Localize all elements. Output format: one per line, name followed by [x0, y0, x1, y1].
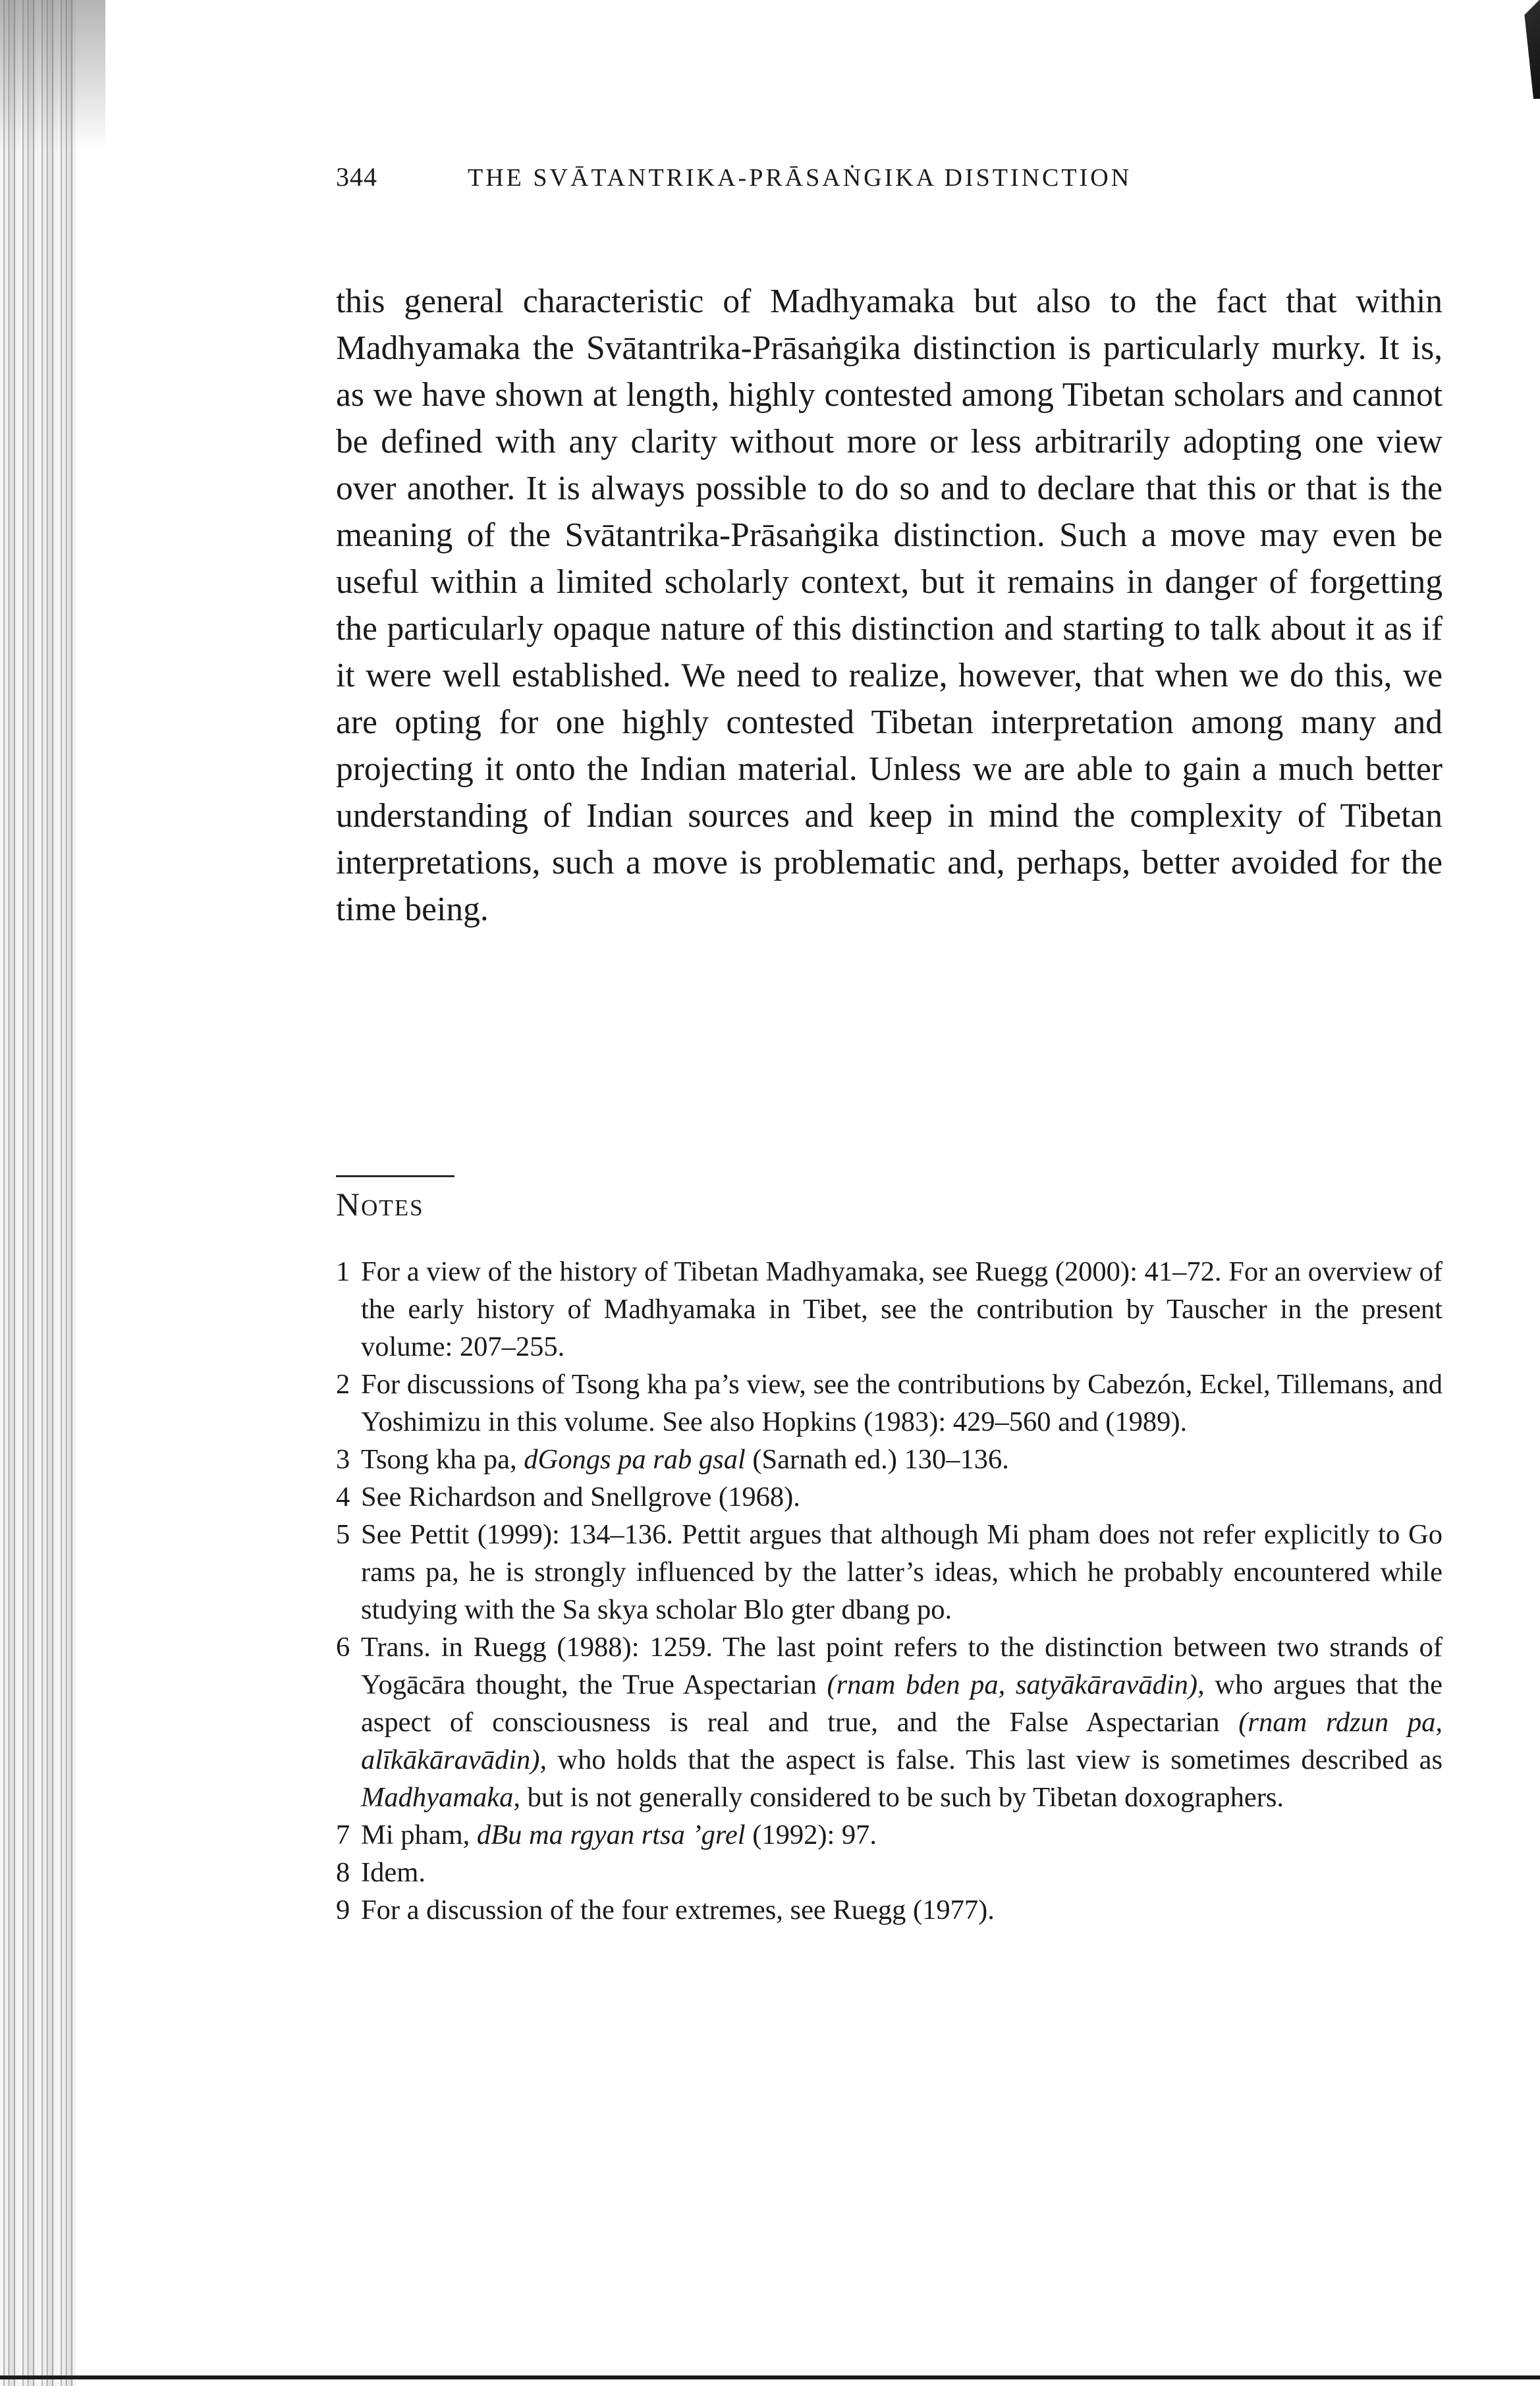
note-item	[336, 1366, 1443, 1441]
note-text-part: Tsong kha pa,	[361, 1444, 524, 1475]
book-spine-shadow	[0, 0, 76, 2386]
note-italic-term: (rnam bden pa, satyākāravādin),	[827, 1669, 1205, 1700]
note-italic-term: Madhyamaka,	[361, 1782, 520, 1813]
note-italic-title: dGongs pa rab gsal	[524, 1444, 746, 1475]
note-text: See Pettit (1999): 134–136. Pettit argues that although Mi pham does not refer explicitly to Go rams pa, he is strongly influenced by the latter’s ideas, which he probably encountered while studying with the Sa skya scholar Blo gter dbang po.	[361, 1519, 1443, 1625]
note-item	[336, 1253, 1443, 1366]
note-number: 8	[336, 1857, 350, 1888]
note-item	[336, 1478, 1443, 1516]
note-item	[336, 1441, 1443, 1478]
note-text: For a view of the history of Tibetan Madhyamaka, see Ruegg (2000): 41–72. For an overview of the early history of Madhyamaka in Tibet, see the contribution by Tauscher in the present volume: 207–255.	[361, 1256, 1443, 1362]
note-number: 3	[336, 1444, 350, 1475]
running-head	[336, 161, 1443, 214]
note-text-part: (1992): 97.	[745, 1819, 877, 1850]
note-text: For discussions of Tsong kha pa’s view, see the contributions by Cabezón, Eckel, Tillemans, and Yoshimizu in this volume. See also Hopkins (1983): 429–560 and (1989).	[361, 1369, 1443, 1437]
note-text-part: Trans. in Ruegg (1988): 1259. The last point refers to the distinction between two strands of Yogācāra thought, the True Aspectarian	[361, 1632, 1443, 1700]
note-number: 1	[336, 1256, 350, 1287]
running-title: THE SVĀTANTRIKA-PRĀSAṄGIKA DISTINCTION	[468, 164, 1132, 192]
note-text-part: who argues that the aspect of consciousness is real and true, and the False Aspectarian	[361, 1669, 1443, 1738]
note-item	[336, 1891, 1443, 1929]
book-page	[336, 161, 1443, 1929]
note-text	[361, 1816, 1443, 1854]
notes-divider	[336, 1175, 454, 1177]
note-text	[361, 1441, 1443, 1478]
note-number: 7	[336, 1819, 350, 1850]
body-paragraph: this general characteristic of Madhyamaka but also to the fact that within Madhyamaka the Svātantrika-Prāsaṅgika distinction is particularly murky. It is, as we have shown at length, highly contested among Tibetan scholars and cannot be defined with any clarity without more or less arbitrarily adopting one view over another. It is always possible to do so and to declare that this or that is the meaning of the Svātantrika-Prāsaṅgika distinction. Such a move may even be useful within a limited scholarly context, but it remains in danger of forgetting the particularly opaque nature of this distinction and starting to talk about it as if it were well established. We need to realize, however, that when we do this, we are opting for one highly contested Tibetan interpretation among many and projecting it onto the Indian material. Unless we are able to gain a much better understanding of Indian sources and keep in mind the complexity of Tibetan interpretations, such a move is problematic and, perhaps, better avoided for the time being.	[336, 283, 1443, 928]
notes-list	[336, 1253, 1443, 1929]
note-italic-title: dBu ma rgyan rtsa ’grel	[476, 1819, 746, 1850]
note-number: 5	[336, 1519, 350, 1550]
note-item	[336, 1516, 1443, 1628]
note-item	[336, 1628, 1443, 1816]
page-number: 344	[336, 162, 377, 192]
note-number: 4	[336, 1482, 350, 1512]
note-italic-term: (rnam rdzun pa, alīkākāravādin),	[361, 1707, 1443, 1775]
note-number: 9	[336, 1895, 350, 1926]
note-text	[361, 1628, 1443, 1816]
note-text: Idem.	[361, 1857, 426, 1888]
notes-heading: Notes	[336, 1186, 424, 1223]
note-text-part: but is not generally considered to be such by Tibetan doxographers.	[520, 1782, 1284, 1813]
scan-bottom-edge	[0, 2375, 1540, 2379]
note-text-part: Mi pham,	[361, 1819, 477, 1850]
note-number: 6	[336, 1632, 350, 1663]
note-item	[336, 1854, 1443, 1891]
note-text: See Richardson and Snellgrove (1968).	[361, 1482, 800, 1512]
scan-corner-mark	[1514, 0, 1540, 99]
note-text-part: (Sarnath ed.) 130–136.	[745, 1444, 1009, 1475]
note-text-part: who holds that the aspect is false. This last view is sometimes described as	[547, 1744, 1443, 1775]
note-item	[336, 1816, 1443, 1854]
scan-shadow	[0, 0, 105, 152]
note-number: 2	[336, 1369, 350, 1400]
note-text: For a discussion of the four extremes, see Ruegg (1977).	[361, 1895, 995, 1926]
